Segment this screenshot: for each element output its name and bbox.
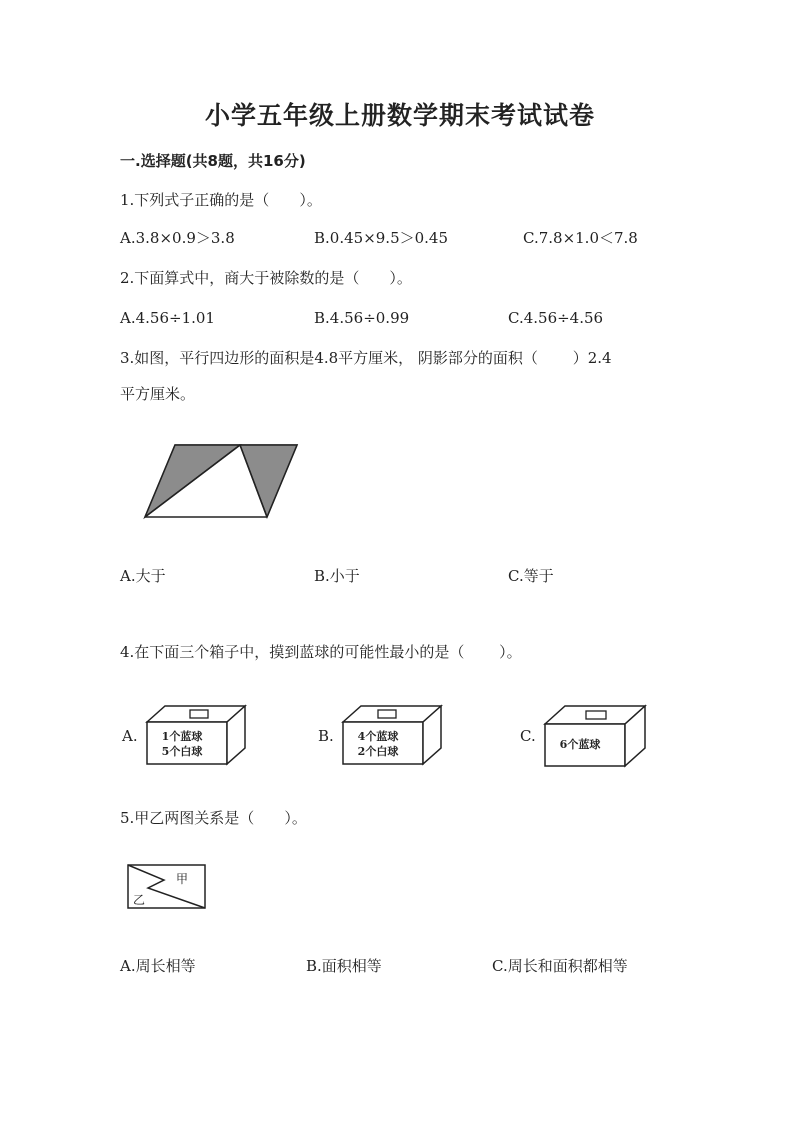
box-b-label (352, 729, 404, 759)
question-3-option-b: B.小于 (314, 567, 360, 585)
box-a-line2: 5个白球 (161, 745, 203, 758)
section-heading: 一.选择题(共8题，共16分) (120, 152, 306, 170)
question-1-option-b: B.0.45×9.5＞0.45 (314, 229, 449, 247)
label-yi: 乙 (133, 893, 146, 907)
question-1-option-a: A.3.8×0.9＞3.8 (120, 229, 235, 247)
box-a-letter: A. (122, 727, 138, 745)
question-2-option-b: B.4.56÷0.99 (314, 309, 410, 327)
question-1-stem: 1.下列式子正确的是（ ）。 (120, 191, 322, 209)
box-a (122, 700, 252, 770)
question-5-stem: 5.甲乙两图关系是（ ）。 (120, 809, 307, 827)
label-jia: 甲 (176, 872, 189, 886)
box-c-slot (586, 711, 606, 719)
page-title: 小学五年级上册数学期末考试试卷 (204, 101, 595, 130)
question-5-option-b: B.面积相等 (306, 957, 382, 975)
box-b (318, 700, 448, 770)
box-b-line2: 2个白球 (357, 745, 399, 758)
box-c-letter: C. (520, 727, 536, 745)
question-5-option-a: A.周长相等 (120, 957, 196, 975)
box-b-line1: 4个蓝球 (357, 730, 399, 743)
question-2-option-c: C.4.56÷4.56 (508, 309, 604, 327)
jia-yi-figure (126, 862, 208, 912)
box-a-label (156, 729, 208, 759)
parallelogram-figure (130, 430, 310, 530)
question-3-option-a: A.大于 (120, 567, 166, 585)
box-c-drawing (540, 700, 650, 770)
box-b-letter: B. (318, 727, 334, 745)
question-1-option-c: C.7.8×1.0＜7.8 (523, 229, 638, 247)
box-c (520, 700, 650, 770)
question-2-stem: 2.下面算式中，商大于被除数的是（ ）。 (120, 269, 412, 287)
question-4-stem: 4.在下面三个箱子中，摸到蓝球的可能性最小的是（ ）。 (120, 643, 522, 661)
question-5-option-c: C.周长和面积都相等 (492, 957, 628, 975)
question-3-stem-line2: 平方厘米。 (120, 385, 196, 403)
box-a-line1: 1个蓝球 (161, 730, 203, 743)
box-c-label (552, 737, 608, 752)
question-3-stem-line1: 3.如图，平行四边形的面积是4.8平方厘米， 阴影部分的面积（ ）2.4 (120, 349, 612, 367)
box-b-slot (378, 710, 396, 718)
question-2-option-a: A.4.56÷1.01 (120, 309, 215, 327)
box-c-line1: 6个蓝球 (559, 738, 601, 751)
question-3-option-c: C.等于 (508, 567, 554, 585)
box-a-slot (190, 710, 208, 718)
